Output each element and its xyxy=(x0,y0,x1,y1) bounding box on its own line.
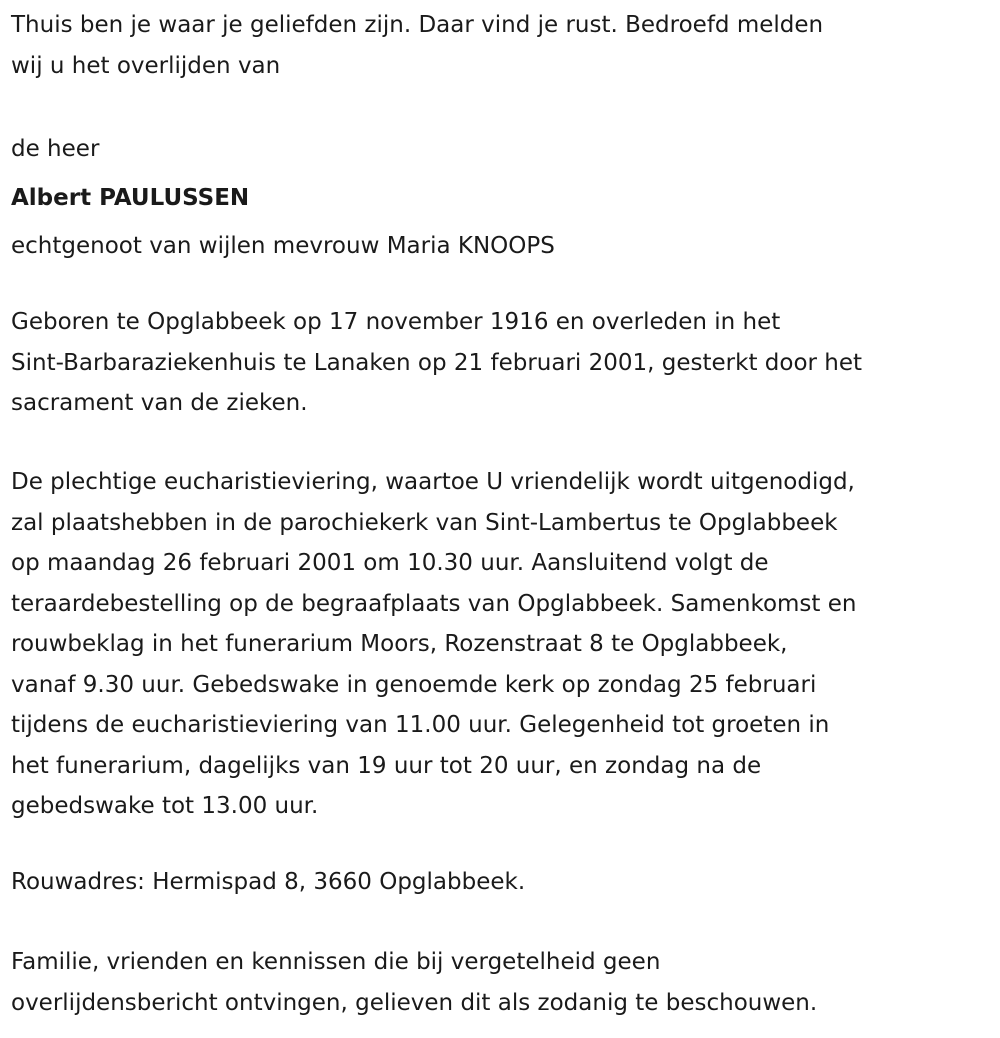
text-line: gebedswake tot 13.00 uur. xyxy=(11,793,319,819)
intro-paragraph xyxy=(11,5,823,86)
text-line: Geboren te Opglabbeek op 17 november 1916 en overleden in het xyxy=(11,309,781,335)
deceased-heading xyxy=(11,125,555,271)
text-line: Familie, vrienden en kennissen die bij vergetelheid geen xyxy=(11,949,661,975)
text-line: overlijdensbericht ontvingen, gelieven dit als zodanig te beschouwen. xyxy=(11,989,818,1016)
closing-paragraph xyxy=(11,942,817,1023)
mourning-address: Rouwadres: Hermispad 8, 3660 Opglabbeek. xyxy=(11,869,526,895)
text-line: De plechtige eucharistieviering, waartoe U vriendelijk wordt uitgenodigd, xyxy=(11,469,855,495)
deceased-name: Albert PAULUSSEN xyxy=(11,184,250,211)
address-paragraph xyxy=(11,862,525,903)
ceremony-paragraph xyxy=(11,462,856,827)
honorific: de heer xyxy=(11,136,100,162)
text-line: op maandag 26 februari 2001 om 10.30 uur. Aansluitend volgt de xyxy=(11,550,769,576)
text-line: teraardebestelling op de begraafplaats van Opglabbeek. Samenkomst en xyxy=(11,590,857,617)
text-line: tijdens de eucharistieviering van 11.00 uur. Gelegenheid tot groeten in xyxy=(11,712,830,738)
text-line: zal plaatshebben in de parochiekerk van Sint-Lambertus te Opglabbeek xyxy=(11,509,838,536)
spouse-line: echtgenoot van wijlen mevrouw Maria KNOOPS xyxy=(11,233,555,259)
text-line: Sint-Barbaraziekenhuis te Lanaken op 21 februari 2001, gesterkt door het xyxy=(11,349,863,376)
birth-death-paragraph xyxy=(11,302,862,424)
text-line: sacrament van de zieken. xyxy=(11,390,308,416)
text-line: Thuis ben je waar je geliefden zijn. Daar vind je rust. Bedroefd melden xyxy=(11,12,824,38)
text-line: rouwbeklag in het funerarium Moors, Rozenstraat 8 te Opglabbeek, xyxy=(11,631,788,657)
text-line: wij u het overlijden van xyxy=(11,52,281,79)
text-line: het funerarium, dagelijks van 19 uur tot 20 uur, en zondag na de xyxy=(11,752,762,779)
text-line: vanaf 9.30 uur. Gebedswake in genoemde kerk op zondag 25 februari xyxy=(11,671,817,698)
